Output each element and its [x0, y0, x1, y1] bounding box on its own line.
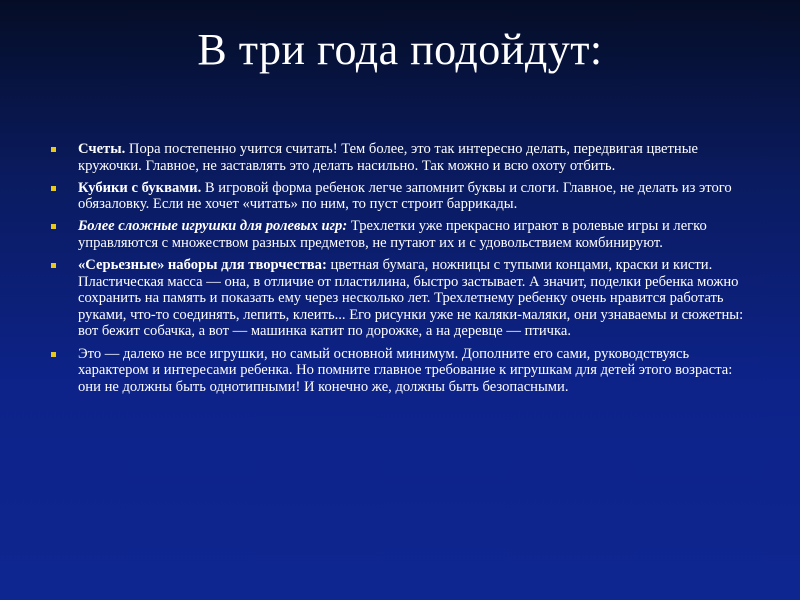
item-text: Трехлетки уже прекрасно играют в ролевые игры и легко управляются с множеством разных предметов, не путают их и с удовольствием комбинируют. — [78, 218, 707, 251]
item-lead: Более сложные игрушки для ролевых игр: — [78, 218, 348, 235]
list-item — [48, 141, 758, 174]
bullet-list — [48, 141, 758, 401]
item-lead: «Серьезные» наборы для творчества: — [78, 257, 327, 274]
list-item — [48, 346, 758, 396]
square-bullet-icon — [51, 147, 56, 152]
item-text: Это — далеко не все игрушки, но самый основной минимум. Дополните его сами, руководствуясь характером и интересами ребенка. Но помните главное требование к игрушкам для детей этого возраста: они не должны быть однотипными! И конечно же, должны быть безопасными. — [78, 345, 733, 395]
item-lead: Кубики с буквами. — [78, 179, 202, 196]
square-bullet-icon — [51, 352, 56, 357]
square-bullet-icon — [51, 186, 56, 191]
item-text: В игровой форма ребенок легче запомнит буквы и слоги. Главное, не делать из этого обязаловку. Если не хочет «читать» по ним, то пуст строит баррикады. — [78, 179, 732, 213]
list-item — [48, 218, 758, 251]
slide-title: В три года подойдут: — [197, 25, 603, 74]
square-bullet-icon — [51, 224, 56, 229]
square-bullet-icon — [51, 263, 56, 268]
list-item — [48, 257, 758, 340]
item-text: Пора постепенно учится считать! Тем более, это так интересно делать, передвигая цветные кружочки. Главное, не заставлять это делать насильно. Так можно и всю охоту отбить. — [78, 141, 699, 174]
item-text: цветная бумага, ножницы с тупыми концами, краски и кисти. Пластическая масса — она, в отличие от пластилина, быстро застывает. А значит, поделки ребенка можно сохранить на память и показать ему через несколько лет. Трехлетнему ребенку очень нравится работать руками, что-то соединять, лепить, клеить... Его рисунки уже не каляки-маляки, они узнаваемы и сюжетны: вот бежит собачка, а вот — машинка катит по дорожке, а на деревце — птичка. — [78, 257, 744, 340]
item-lead: Счеты. — [78, 141, 126, 157]
list-item — [48, 180, 758, 213]
